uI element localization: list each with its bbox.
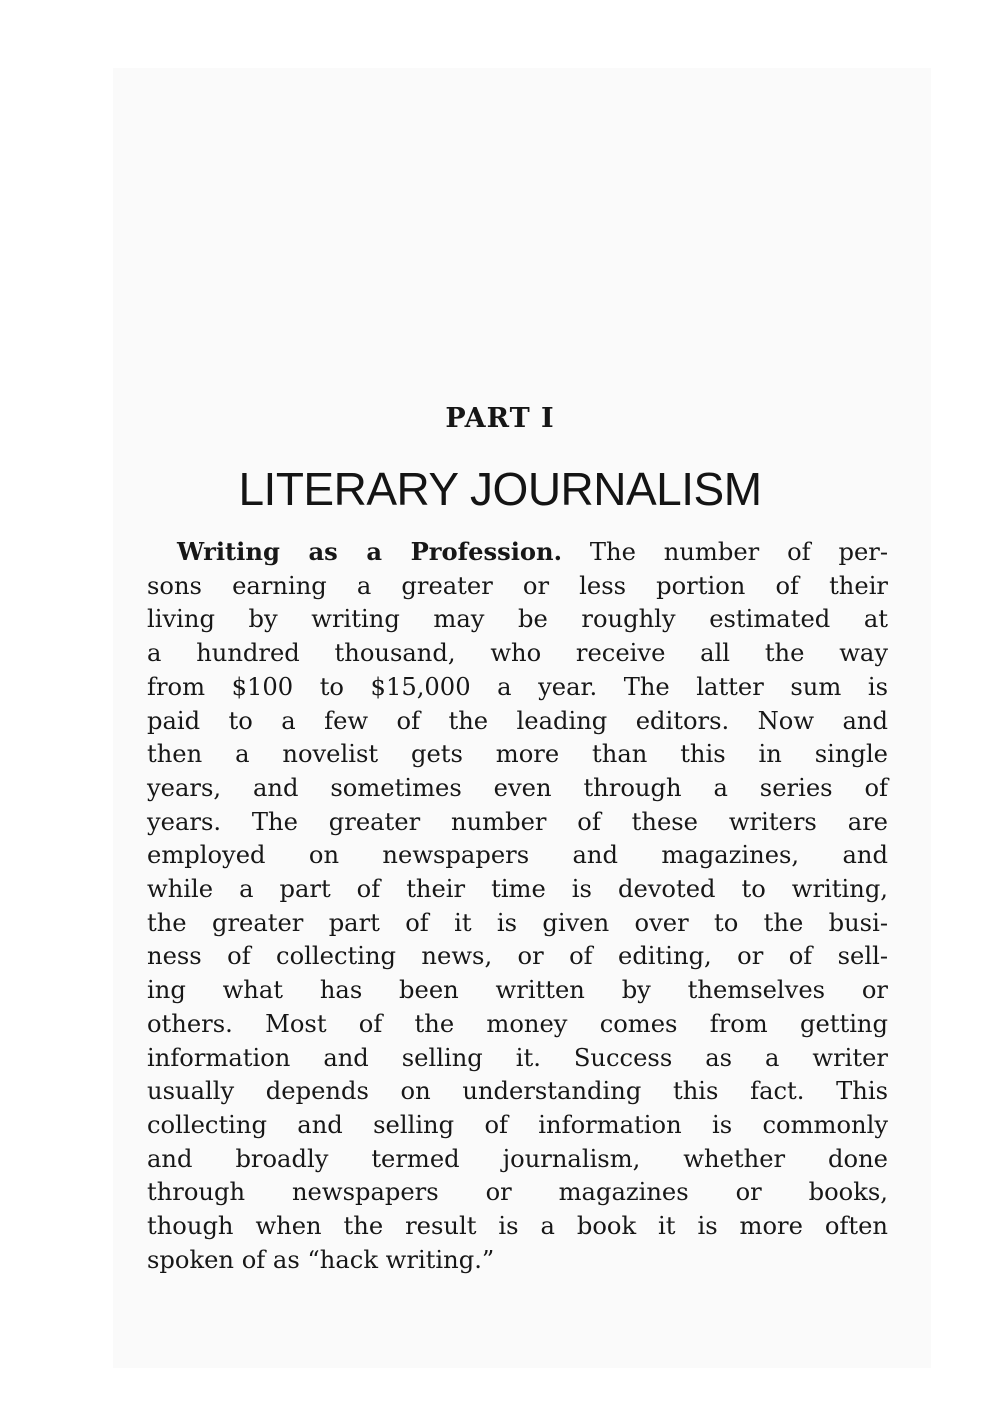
paragraph-line: living by writing may be roughly estimated at: [147, 605, 888, 634]
body-paragraph: [147, 535, 888, 1277]
paragraph-line: a hundred thousand, who receive all the way: [147, 639, 888, 668]
page-title: LITERARY JOURNALISM: [238, 463, 762, 515]
paragraph-line: [147, 535, 888, 570]
paragraph-line: usually depends on understanding this fact. This: [147, 1077, 888, 1106]
paragraph-line: paid to a few of the leading editors. Now and: [147, 706, 888, 735]
paragraph-line: spoken of as “hack writing.”: [147, 1245, 495, 1274]
paragraph-line: collecting and selling of information is commonly: [147, 1110, 888, 1139]
paragraph-line: ing what has been written by themselves or: [147, 976, 888, 1005]
paragraph-line: years, and sometimes even through a series of: [147, 773, 888, 802]
paragraph-line: though when the result is a book it is more often: [147, 1212, 888, 1241]
section-heading: Writing as a Profession.: [177, 537, 563, 566]
paragraph-line: others. Most of the money comes from getting: [147, 1009, 888, 1038]
paragraph-line: years. The greater number of these writers are: [147, 807, 888, 836]
line-text: The number of per-: [562, 538, 888, 566]
paragraph-line: and broadly termed journalism, whether done: [147, 1144, 888, 1173]
paragraph-line: from $100 to $15,000 a year. The latter sum is: [147, 672, 888, 701]
paragraph-line: sons earning a greater or less portion of their: [147, 571, 888, 600]
part-label: PART I: [445, 403, 555, 434]
paragraph-line: the greater part of it is given over to the busi-: [147, 908, 888, 937]
paragraph-line: employed on newspapers and magazines, and: [147, 841, 888, 870]
paragraph-line: while a part of their time is devoted to writing,: [147, 875, 888, 904]
paragraph-line: information and selling it. Success as a writer: [147, 1043, 888, 1072]
paragraph-line: ness of collecting news, or of editing, or of sell-: [147, 942, 888, 971]
paragraph-line: through newspapers or magazines or books,: [147, 1178, 888, 1207]
paragraph-line: then a novelist gets more than this in single: [147, 740, 888, 769]
